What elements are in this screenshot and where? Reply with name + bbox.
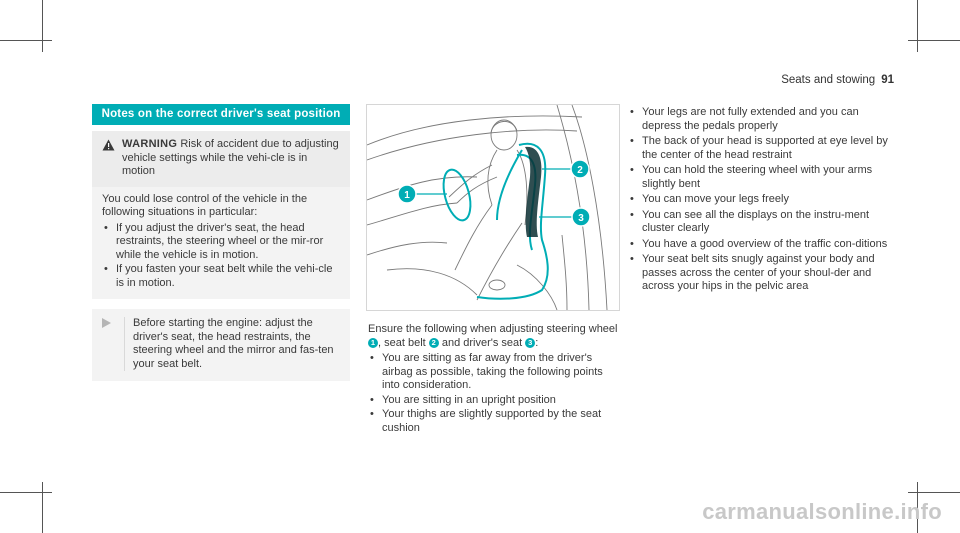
badge-3: 3 bbox=[525, 338, 535, 348]
warning-triangle-icon bbox=[102, 138, 122, 179]
page-number: 91 bbox=[881, 74, 894, 86]
driver-seat-drawing bbox=[367, 105, 619, 310]
driver-seat-illustration bbox=[366, 104, 620, 311]
notes-box bbox=[92, 104, 350, 381]
tip-block bbox=[92, 309, 350, 381]
crop-mark bbox=[42, 0, 43, 52]
warning-body-text: You could lose control of the vehicle in the following situations in particular: bbox=[102, 192, 308, 218]
position-checklist bbox=[628, 104, 900, 296]
list-item: • You have a good overview of the traffic con-ditions bbox=[628, 238, 900, 252]
callout-1-label: 1 bbox=[404, 190, 410, 201]
list-item: • If you fasten your seat belt while the vehi-cle is in motion. bbox=[102, 263, 342, 290]
intro-paragraph bbox=[368, 323, 623, 350]
warning-bullets bbox=[102, 222, 342, 291]
callout-2-label: 2 bbox=[577, 165, 583, 176]
crop-mark bbox=[0, 492, 52, 493]
warning-block bbox=[92, 131, 350, 187]
right-bullets bbox=[628, 106, 900, 294]
watermark: carmanualsonline.info bbox=[702, 499, 942, 524]
badge-2: 2 bbox=[429, 338, 439, 348]
warning-label: WARNING bbox=[122, 138, 178, 150]
list-item: • You can see all the displays on the instru-ment cluster clearly bbox=[628, 209, 900, 236]
warning-body bbox=[92, 187, 350, 300]
list-item: • You are sitting as far away from the driver's airbag as possible, taking the following points into consideration. bbox=[368, 352, 623, 393]
callout-1 bbox=[398, 185, 416, 203]
intro-text: Ensure the following when adjusting steering wheel bbox=[368, 323, 618, 335]
badge-1: 1 bbox=[368, 338, 378, 348]
list-item: • You can hold the steering wheel with your arms slightly bent bbox=[628, 164, 900, 191]
intro-text: , seat belt bbox=[378, 336, 426, 349]
list-item: • Your seat belt sits snugly against your body and passes across the center of your shoul-der and across your hips in the pelvic area bbox=[628, 253, 900, 294]
list-item: • The back of your head is supported at eye level by the center of the head restraint bbox=[628, 135, 900, 162]
list-item: • You can move your legs freely bbox=[628, 193, 900, 207]
crop-mark bbox=[0, 40, 52, 41]
crop-mark bbox=[42, 482, 43, 533]
intro-text: : bbox=[535, 336, 539, 349]
list-item: • If you adjust the driver's seat, the head restraints, the steering wheel or the mir-ror while the vehicle is in motion. bbox=[102, 222, 342, 263]
callout-2 bbox=[571, 160, 589, 178]
middle-bullets bbox=[368, 352, 623, 435]
tip-text: Before starting the engine: adjust the driver's seat, the head restraints, the steering wheel and the mirror and fas-ten your seat belt. bbox=[124, 317, 342, 371]
callout-3-label: 3 bbox=[578, 213, 584, 224]
section-title: Seats and stowing bbox=[781, 74, 876, 86]
crop-mark bbox=[908, 492, 960, 493]
list-item: • Your legs are not fully extended and you can depress the pedals properly bbox=[628, 106, 900, 133]
list-item: • Your thighs are slightly supported by the seat cushion bbox=[368, 408, 623, 435]
list-item: • You are sitting in an upright position bbox=[368, 394, 623, 408]
page-header bbox=[781, 74, 894, 86]
intro-text: and driver's seat bbox=[441, 336, 523, 349]
crop-mark bbox=[917, 0, 918, 52]
adjustment-instructions bbox=[368, 323, 623, 436]
play-arrow-icon bbox=[102, 317, 124, 371]
crop-mark bbox=[908, 40, 960, 41]
notes-title: Notes on the correct driver's seat position bbox=[92, 104, 350, 125]
warning-lead: Risk of accident due to adjusting vehicle settings while the vehi-cle is in motion bbox=[122, 138, 339, 177]
callout-3 bbox=[572, 208, 590, 226]
